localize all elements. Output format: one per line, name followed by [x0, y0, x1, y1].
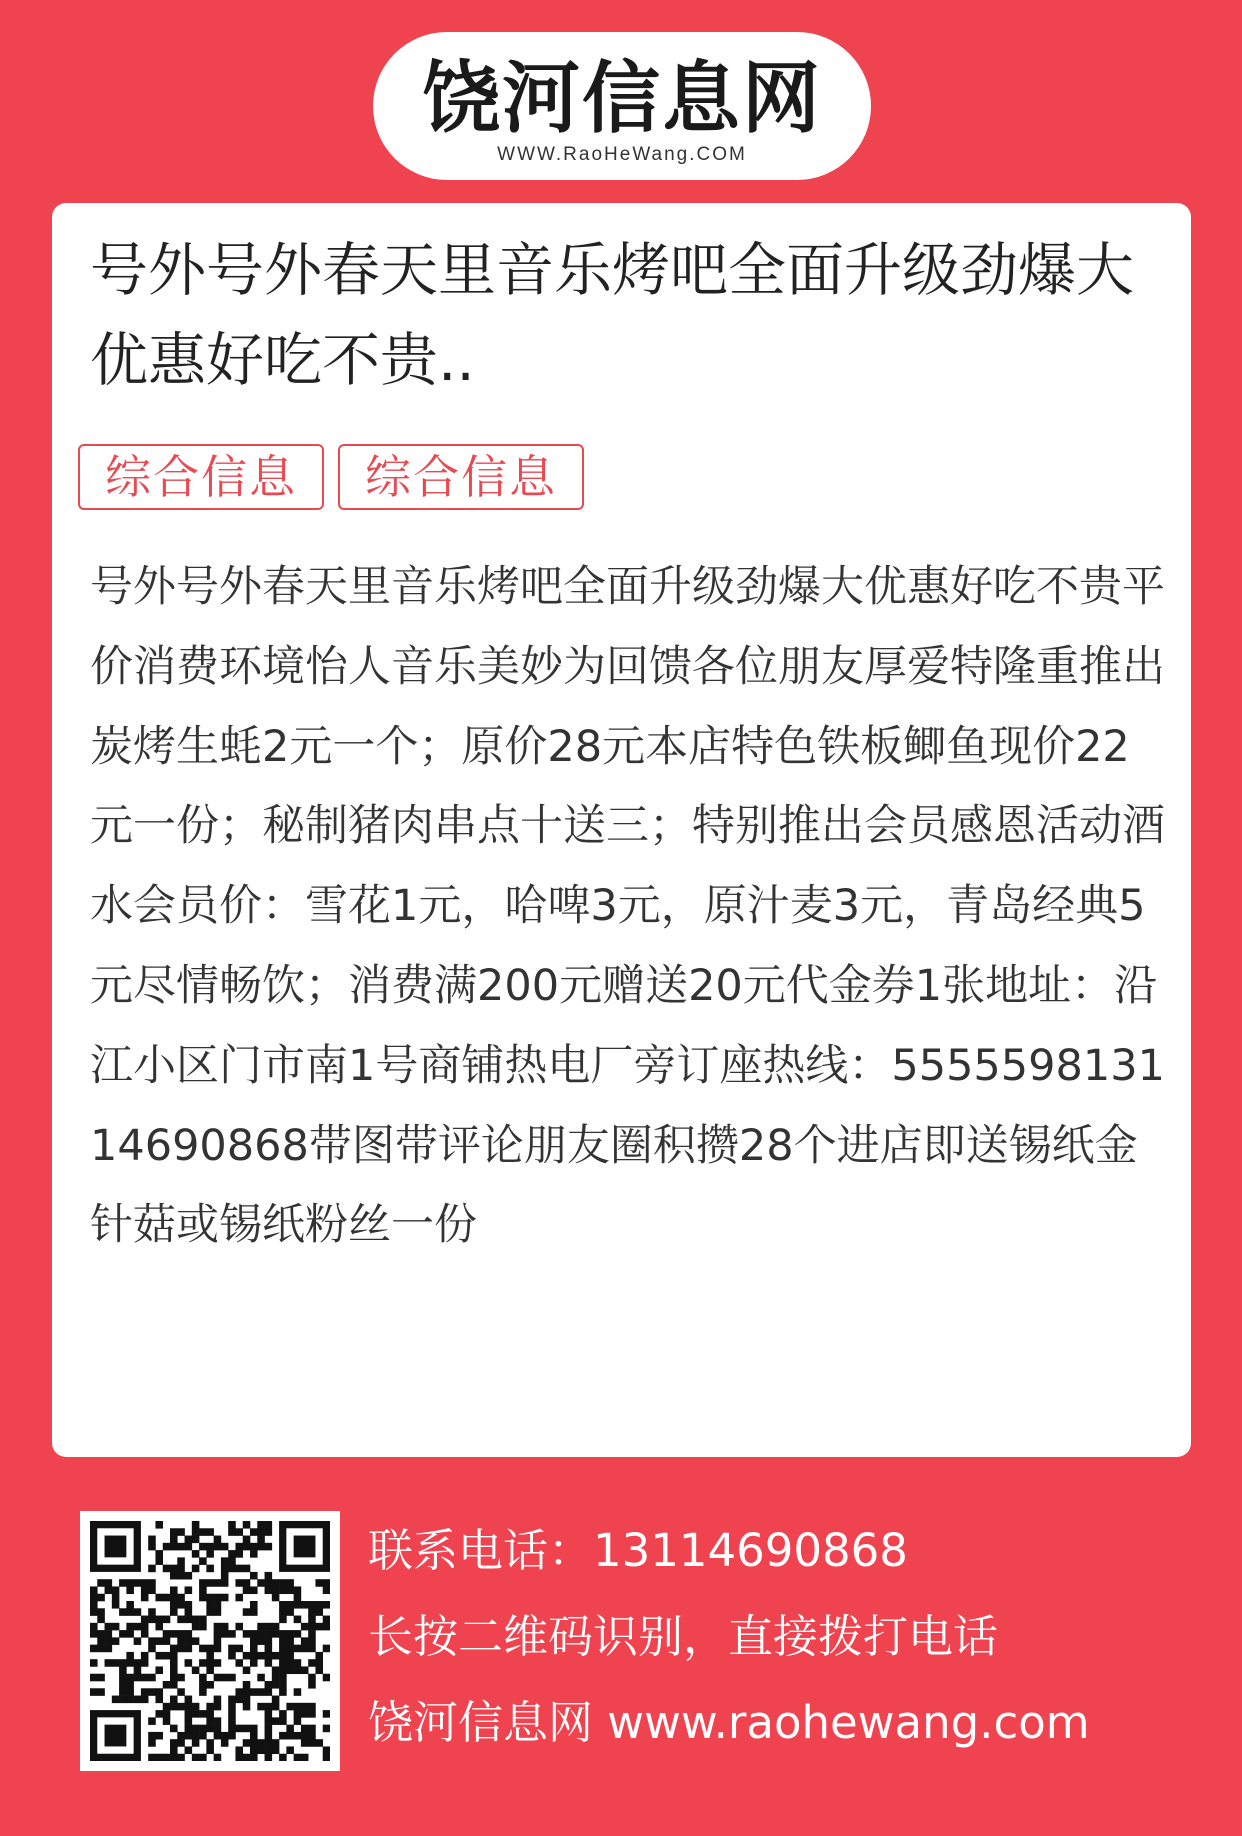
qr-code-icon — [90, 1521, 330, 1761]
qr-code[interactable] — [80, 1511, 340, 1771]
site-address[interactable]: 饶河信息网 www.raohewang.com — [368, 1696, 1090, 1749]
qr-hint: 长按二维码识别，直接拨打电话 — [368, 1610, 999, 1663]
contact-phone[interactable]: 联系电话：13114690868 — [368, 1524, 908, 1577]
post-title: 号外号外春天里音乐烤吧全面升级劲爆大优惠好吃不贵.. — [90, 236, 1135, 394]
category-tag[interactable]: 综合信息 — [78, 444, 324, 510]
category-tag[interactable]: 综合信息 — [338, 444, 584, 510]
tag-list — [78, 444, 584, 510]
site-logo[interactable] — [373, 32, 871, 180]
logo-url: WWW.RaoHeWang.COM — [497, 144, 747, 165]
contact-footer — [0, 1500, 1242, 1800]
post-card — [52, 203, 1191, 1457]
post-body: 号外号外春天里音乐烤吧全面升级劲爆大优惠好吃不贵平价消费环境怡人音乐美妙为回馈各位朋友厚爱特隆重推出炭烤生蚝2元一个；原价28元本店特色铁板鲫鱼现价22元一份；秘制猪肉串点十送三；特别推出会员感恩活动酒水会员价：雪花1元，哈啤3元，原汁麦3元，青岛经典5元尽情畅饮；消费满200元赠送20元代金券1张地址：沿江小区门市南1号商铺热电厂旁订座热线：555559813114690868带图带评论朋友圈积攒28个进店即送锡纸金针菇或锡纸粉丝一份 — [90, 562, 1165, 1251]
logo-name: 饶河信息网 — [421, 54, 822, 144]
